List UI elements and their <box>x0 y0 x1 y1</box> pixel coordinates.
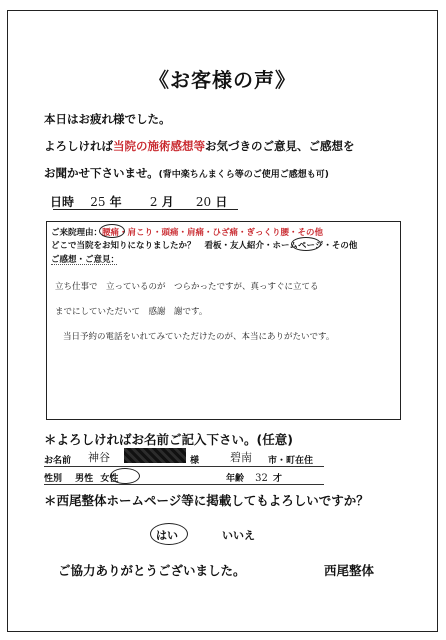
gender-label: 性別 <box>44 474 63 484</box>
visit-reason-label: ご来院理由： <box>51 228 103 238</box>
date-month-unit: 月 <box>161 195 174 209</box>
feedback-line-3: 当日予約の電話をいれてみていただけたのが、本当にありがたいです。 <box>63 332 335 342</box>
name-label: お名前 <box>44 456 72 466</box>
date-year-unit: 年 <box>109 195 122 209</box>
referral-question: どこで当院をお知りになりましたか？ <box>51 241 196 251</box>
gender-male: 男性 <box>75 474 94 484</box>
intro-line-2 <box>44 138 355 154</box>
date-year: 25 <box>90 195 106 209</box>
gender-row <box>44 471 118 484</box>
intro-highlight: 当院の施術感想等 <box>113 139 205 153</box>
intro-line-3b: (背中楽ちんまくら等のご使用ご感想も可) <box>158 170 329 180</box>
date-underline <box>53 209 238 210</box>
visit-reason-circle-mark <box>99 224 125 238</box>
referral-circle-mark <box>291 237 321 251</box>
publish-yes: はい <box>156 529 178 542</box>
date-row <box>50 193 227 210</box>
age-unit: 才 <box>273 474 283 484</box>
date-day: 20 <box>195 195 212 209</box>
city-value: 碧南 <box>230 451 252 464</box>
intro-line-2c: お気づきのご意見、ご感想を <box>205 139 355 153</box>
intro-line-3 <box>44 165 329 181</box>
date-day-unit: 日 <box>215 195 228 209</box>
feedback-label: ご感想・ご意見： <box>51 255 120 265</box>
publish-no: いいえ <box>222 529 255 542</box>
feedback-line-2: までにしていただいて 感謝 謝です。 <box>55 307 208 317</box>
visit-reason-row <box>51 226 323 238</box>
publish-yes-circle-mark <box>150 523 188 545</box>
feedback-label-underline <box>51 264 117 265</box>
age-row <box>226 471 282 484</box>
intro-line-2a: よろしければ <box>44 139 113 153</box>
gender-underline <box>44 484 324 485</box>
feedback-box <box>46 221 401 420</box>
age-label: 年齢 <box>226 474 245 484</box>
name-value: 神谷 <box>88 451 110 464</box>
gender-circle-mark <box>110 468 140 484</box>
footer-clinic: 西尾整体 <box>324 563 375 578</box>
date-label: 日時 <box>50 195 75 209</box>
age-value: 32 <box>255 473 268 484</box>
date-month: 2 <box>149 195 158 209</box>
surname-mark: 様 <box>190 456 200 466</box>
feedback-form-sheet <box>7 10 438 632</box>
page-title: 《お客様の声》 <box>149 68 296 92</box>
footer-thanks: ご協力ありがとうございました。 <box>58 563 246 578</box>
visit-reason-options: 腰痛・肩こり・頭痛・肩痛・ひざ痛・ぎっくり腰・その他 <box>102 228 324 238</box>
city-label: 市・町在住 <box>268 456 314 466</box>
intro-line-3a: お聞かせ下さいませ。 <box>44 166 159 180</box>
publish-question: ＊西尾整体ホームページ等に掲載してもよろしいですか？ <box>44 493 369 508</box>
feedback-line-1: 立ち仕事で 立っているのが つらかったですが、真っすぐに立てる <box>55 282 319 292</box>
redacted-name-block <box>124 448 186 463</box>
name-underline <box>44 466 324 467</box>
name-heading: ＊よろしければお名前ご記入下さい。(任意) <box>44 432 293 447</box>
referral-options: 看板・友人紹介・ホームページ・その他 <box>204 241 358 251</box>
intro-line-1: 本日はお疲れ様でした。 <box>44 112 171 126</box>
gender-female: 女性 <box>100 474 119 484</box>
